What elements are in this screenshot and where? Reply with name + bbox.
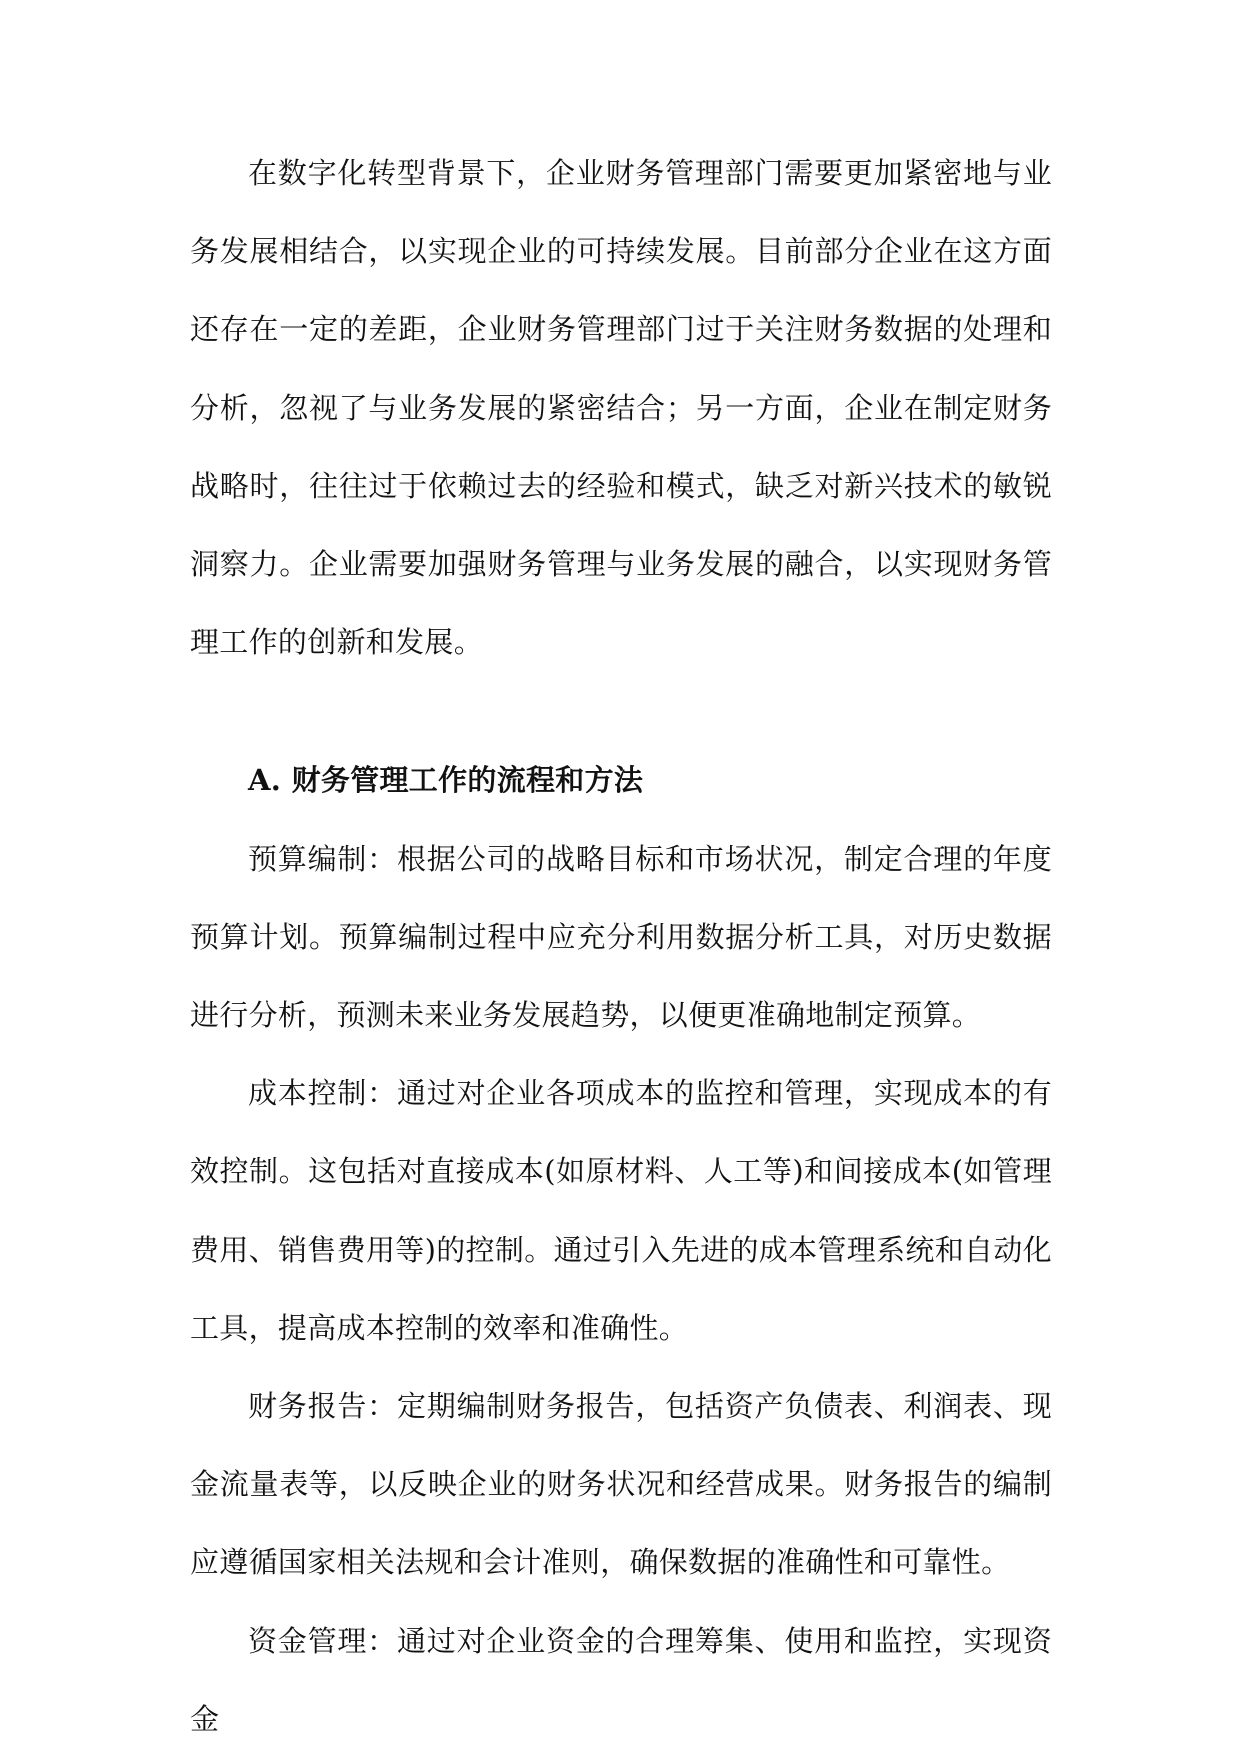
section-gap bbox=[190, 681, 1052, 741]
paragraph-cost-control: 成本控制：通过对企业各项成本的监控和管理，实现成本的有效控制。这包括对直接成本(如原材料、人工等)和间接成本(如管理费用、销售费用等)的控制。通过引入先进的成本管理系统和自动化工具，提高成本控制的效率和准确性。 bbox=[190, 1076, 1052, 1345]
paragraph-intro: 在数字化转型背景下，企业财务管理部门需要更加紧密地与业务发展相结合，以实现企业的可持续发展。目前部分企业在这方面还存在一定的差距，企业财务管理部门过于关注财务数据的处理和分析，忽视了与业务发展的紧密结合；另一方面，企业在制定财务战略时，往往过于依赖过去的经验和模式，缺乏对新兴技术的敏锐洞察力。企业需要加强财务管理与业务发展的融合，以实现财务管理工作的创新和发展。 bbox=[190, 156, 1052, 660]
paragraph-fund-management: 资金管理：通过对企业资金的合理筹集、使用和监控，实现资金 bbox=[190, 1623, 1052, 1736]
paragraph-financial-report: 财务报告：定期编制财务报告，包括资产负债表、利润表、现金流量表等，以反映企业的财务状况和经营成果。财务报告的编制应遵循国家相关法规和会计准则，确保数据的准确性和可靠性。 bbox=[190, 1389, 1052, 1580]
section-heading: A. 财务管理工作的流程和方法 bbox=[248, 763, 644, 798]
document-page bbox=[190, 134, 1052, 1758]
paragraph-budget: 预算编制：根据公司的战略目标和市场状况，制定合理的年度预算计划。预算编制过程中应充分利用数据分析工具，对历史数据进行分析，预测未来业务发展趋势，以便更准确地制定预算。 bbox=[190, 841, 1052, 1033]
